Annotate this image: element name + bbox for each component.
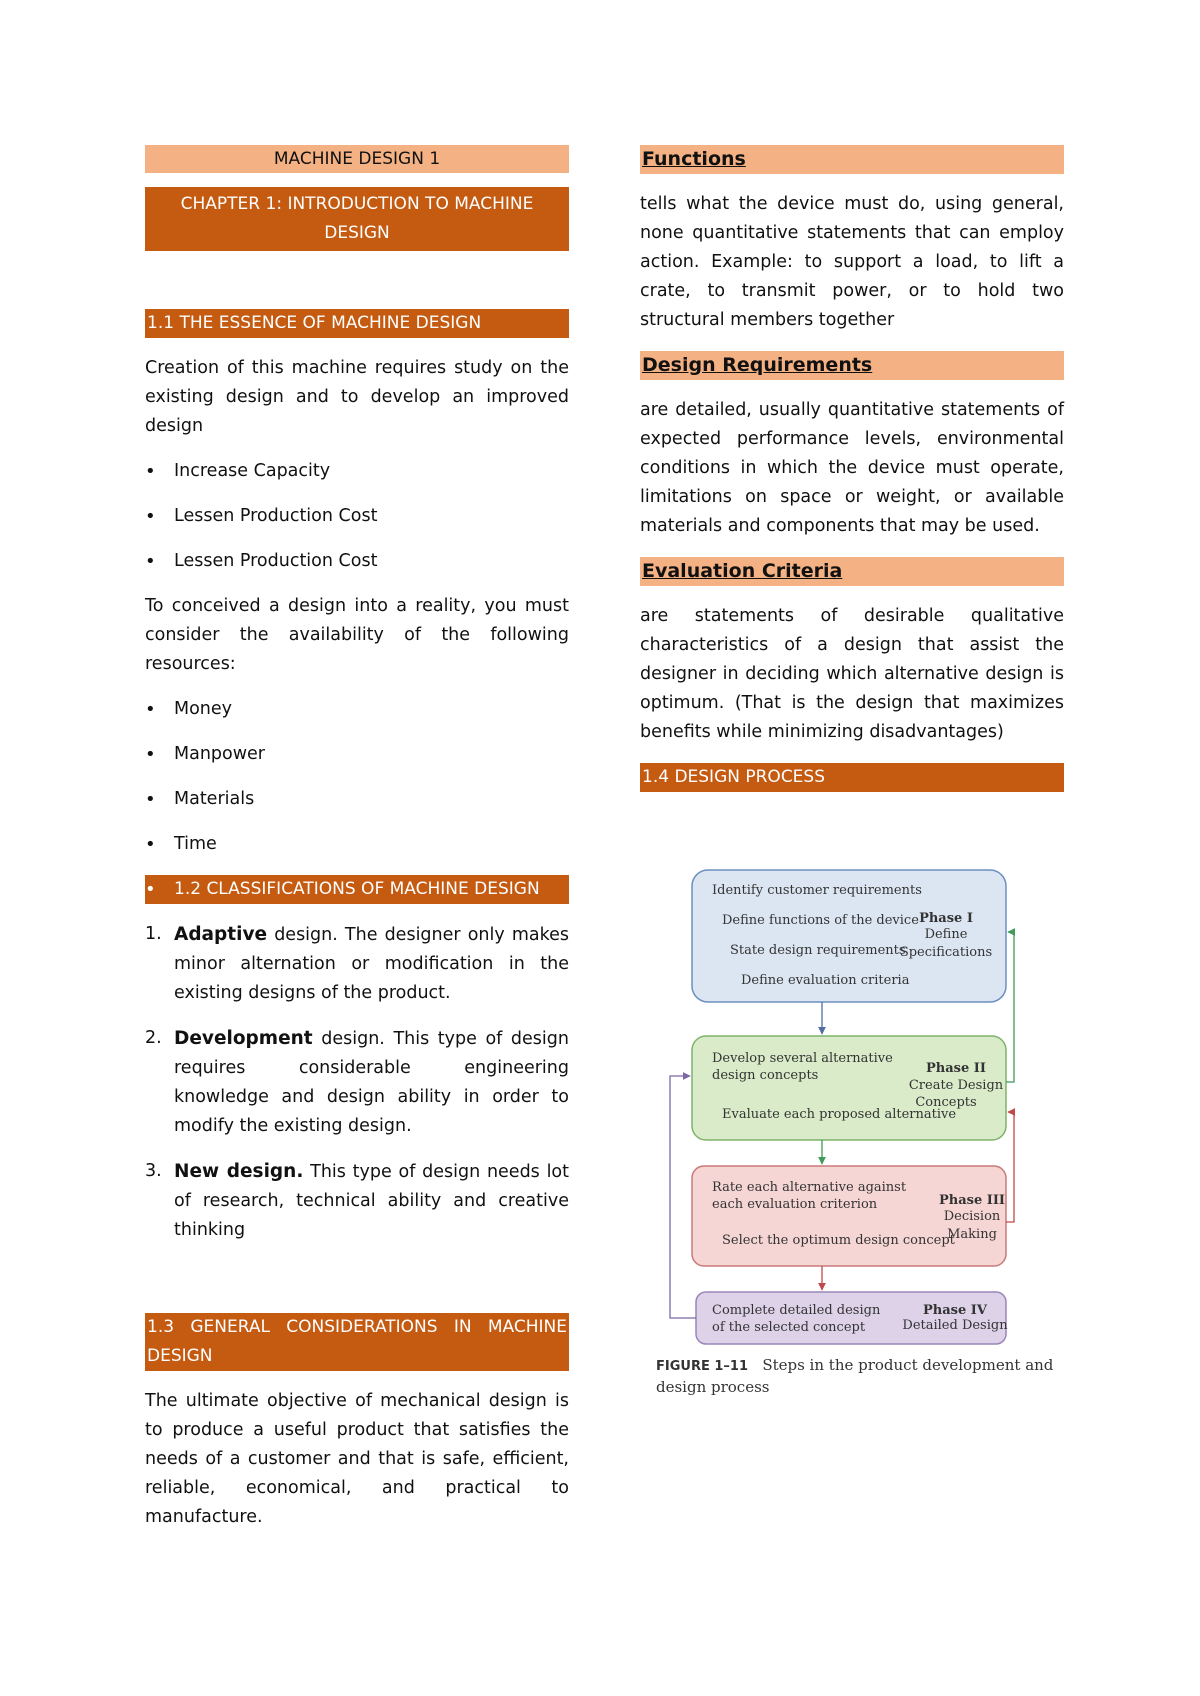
- phase-1-step: Define evaluation criteria: [741, 973, 910, 988]
- definition: design. This type of design requires considerable engineering knowledge and design ability in order to modify the existing design.: [174, 1029, 569, 1136]
- phase-4-label: Phase IV: [923, 1303, 987, 1318]
- phase-4-step: of the selected concept: [712, 1320, 866, 1335]
- feedback-arrow-phase3-to-phase2: [1006, 1112, 1014, 1222]
- list-number: 1.: [145, 924, 162, 944]
- phase-4-name: Detailed Design: [902, 1318, 1008, 1333]
- figure-caption: [656, 1355, 1056, 1398]
- design-requirements-paragraph: are detailed, usually quantitative statements of expected performance levels, environmental conditions in which the device must operate, limitations on space or weight, or available materials and components that may be used.: [640, 400, 1064, 536]
- functions-heading: [640, 145, 1064, 174]
- phase-4-step: Complete detailed design: [712, 1303, 881, 1318]
- list-number: 3.: [145, 1161, 162, 1181]
- list-item: • Lessen Production Cost: [145, 547, 569, 576]
- feedback-arrow-phase2-to-phase1: [1006, 932, 1014, 1082]
- term: New design.: [174, 1161, 304, 1182]
- definition: This type of design needs lot of research, technical ability and creative thinking: [174, 1162, 569, 1240]
- section-1-1-heading: 1.1 THE ESSENCE OF MACHINE DESIGN: [145, 309, 569, 338]
- evaluation-criteria-paragraph: are statements of desirable qualitative characteristics of a design that assist the designer in deciding which alternative design is optimum. (That is the design that maximizes benefits while minimizing disadvantages): [640, 606, 1064, 742]
- list-item: • Increase Capacity: [145, 457, 569, 486]
- right-column: [640, 145, 1064, 792]
- phase-2-label: Phase II: [926, 1061, 986, 1076]
- section-1-3-heading: 1.3 GENERAL CONSIDERATIONS IN MACHINE DESIGN: [145, 1313, 569, 1371]
- list-item: • Money: [145, 695, 569, 724]
- evaluation-criteria-heading: [640, 557, 1064, 586]
- classifications-list: [145, 920, 569, 1245]
- goals-list: [145, 457, 569, 576]
- phase-3-step: Rate each alternative against: [712, 1180, 907, 1195]
- list-item: [145, 1157, 569, 1245]
- section-1-1-paragraph: Creation of this machine requires study on the existing design and to develop an improved design: [145, 358, 569, 436]
- list-number: 2.: [145, 1028, 162, 1048]
- evaluation-criteria-heading-text: Evaluation Criteria: [642, 560, 843, 582]
- phase-3-step: each evaluation criterion: [712, 1197, 878, 1212]
- list-item: [145, 920, 569, 1008]
- phase-3-step: Select the optimum design concept: [722, 1233, 955, 1248]
- figure-label: FIGURE 1–11: [656, 1359, 748, 1374]
- phase-1-step: State design requirements: [730, 943, 906, 958]
- section-1-3-paragraph: The ultimate objective of mechanical design is to produce a useful product that satisfies the needs of a customer and that is safe, efficient, reliable, economical, and practical to manufacture.: [145, 1391, 569, 1527]
- list-item: • Lessen Production Cost: [145, 502, 569, 531]
- phase-1-step: Define functions of the device: [722, 913, 919, 928]
- phase-2-name: Concepts: [915, 1095, 977, 1110]
- phase-2-name: Create Design: [908, 1078, 1004, 1093]
- phase-3-name: Making: [947, 1227, 997, 1242]
- section-1-4-heading: 1.4 DESIGN PROCESS: [640, 763, 1064, 792]
- design-process-diagram: [650, 862, 1070, 1402]
- bullet-dot: •: [145, 879, 156, 900]
- resources-paragraph: To conceived a design into a reality, you must consider the availability of the following resources:: [145, 596, 569, 674]
- phase-3-name: Decision: [943, 1209, 1001, 1224]
- section-1-2-heading-text: 1.2 CLASSIFICATIONS OF MACHINE DESIGN: [174, 879, 540, 899]
- list-item: • Materials: [145, 785, 569, 814]
- phase-2-step: Develop several alternative: [712, 1051, 893, 1066]
- list-item: • Manpower: [145, 740, 569, 769]
- phase-1-step: Identify customer requirements: [712, 883, 922, 898]
- phase-1-name: Define: [924, 927, 968, 942]
- phase-2-step: design concepts: [712, 1068, 819, 1083]
- term: Development: [174, 1028, 313, 1049]
- section-1-2-heading: [145, 875, 569, 904]
- functions-heading-text: Functions: [642, 148, 746, 170]
- definition: design. The designer only makes minor alternation or modification in the existing designs of the product.: [174, 925, 569, 1003]
- phase-2-step: Evaluate each proposed alternative: [722, 1107, 957, 1122]
- document-title: MACHINE DESIGN 1: [145, 145, 569, 173]
- phase-1-name: Specifications: [899, 945, 993, 960]
- design-requirements-heading-text: Design Requirements: [642, 354, 873, 376]
- phase-1-label: Phase I: [919, 911, 973, 926]
- phase-3-label: Phase III: [938, 1193, 1006, 1208]
- design-requirements-heading: [640, 351, 1064, 380]
- chapter-title: CHAPTER 1: INTRODUCTION TO MACHINE DESIGN: [145, 187, 569, 251]
- resources-list: [145, 695, 569, 859]
- term: Adaptive: [174, 924, 268, 945]
- list-item: [145, 1024, 569, 1141]
- figure-caption-text: Steps in the product development and design process: [656, 1356, 1054, 1396]
- left-column: [145, 145, 569, 1532]
- functions-paragraph: tells what the device must do, using general, none quantitative statements that can employ action. Example: to support a load, to lift a crate, to transmit power, or to hold two structural members together: [640, 194, 1064, 330]
- list-item: • Time: [145, 830, 569, 859]
